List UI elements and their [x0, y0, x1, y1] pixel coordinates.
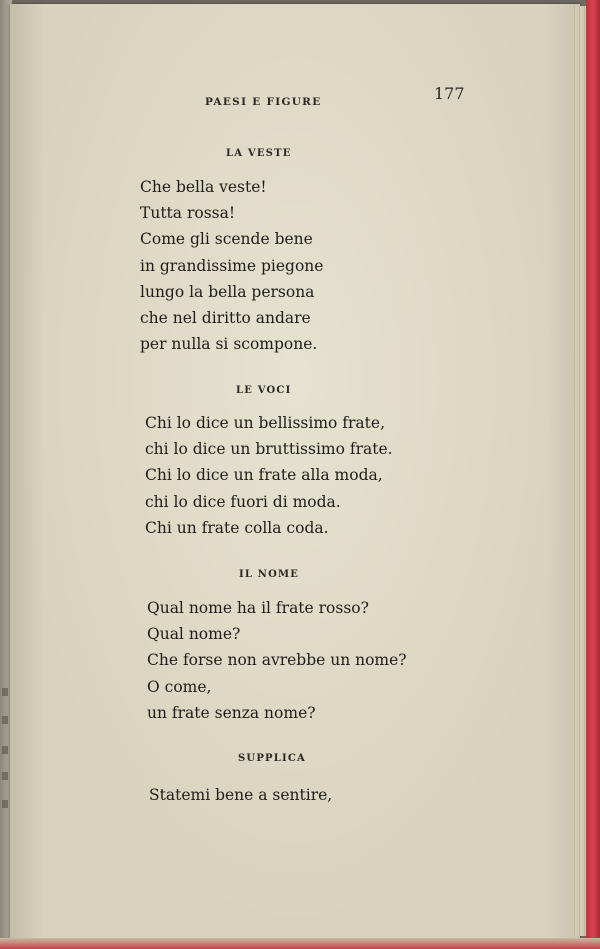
verse-line: chi lo dice fuori di moda. — [145, 492, 341, 511]
section-title: LE VOCI — [236, 385, 292, 396]
verse-line: che nel diritto andare — [140, 309, 311, 328]
verse-line: Tutta rossa! — [140, 204, 236, 223]
verse-line: Chi lo dice un bellissimo frate, — [145, 414, 386, 432]
verse-line: Qual nome? — [147, 625, 241, 644]
section-title: IL NOME — [239, 569, 300, 580]
verse-line: Che forse non avrebbe un nome? — [147, 651, 407, 670]
verse-line: Come gli scende bene — [140, 230, 313, 249]
running-title: PAESI E FIGURE — [205, 96, 322, 108]
verse-line: Chi lo dice un frate alla moda, — [145, 466, 383, 485]
verse-line: O come, — [147, 677, 212, 696]
verse-line: Chi un frate colla coda. — [145, 518, 329, 537]
poem-la-veste — [140, 174, 323, 357]
red-cover-edge — [586, 0, 600, 949]
bleed-mark — [2, 800, 8, 808]
verse-line: lungo la bella persona — [140, 282, 315, 301]
verse-line: un frate senza nome? — [147, 703, 316, 722]
bleed-mark — [2, 746, 8, 754]
poem-il-nome — [147, 595, 407, 726]
verse-line: chi lo dice un bruttissimo frate. — [145, 440, 393, 459]
section-title: LA VESTE — [226, 148, 292, 159]
section-title: SUPPLICA — [238, 753, 307, 764]
bottom-cover-edge — [0, 938, 600, 949]
bleed-mark — [2, 688, 8, 696]
bleed-mark — [2, 716, 8, 724]
verse-line: in grandissime piegone — [140, 256, 324, 275]
poem-le-voci — [145, 410, 393, 541]
poem-supplica — [149, 782, 332, 808]
bleed-mark — [2, 772, 8, 780]
verse-line: Statemi bene a sentire, — [149, 786, 333, 804]
page-number: 177 — [434, 84, 465, 103]
verse-line: Che bella veste! — [140, 178, 267, 196]
verse-line: per nulla si scompone. — [140, 335, 318, 354]
verse-line: Qual nome ha il frate rosso? — [147, 599, 369, 617]
